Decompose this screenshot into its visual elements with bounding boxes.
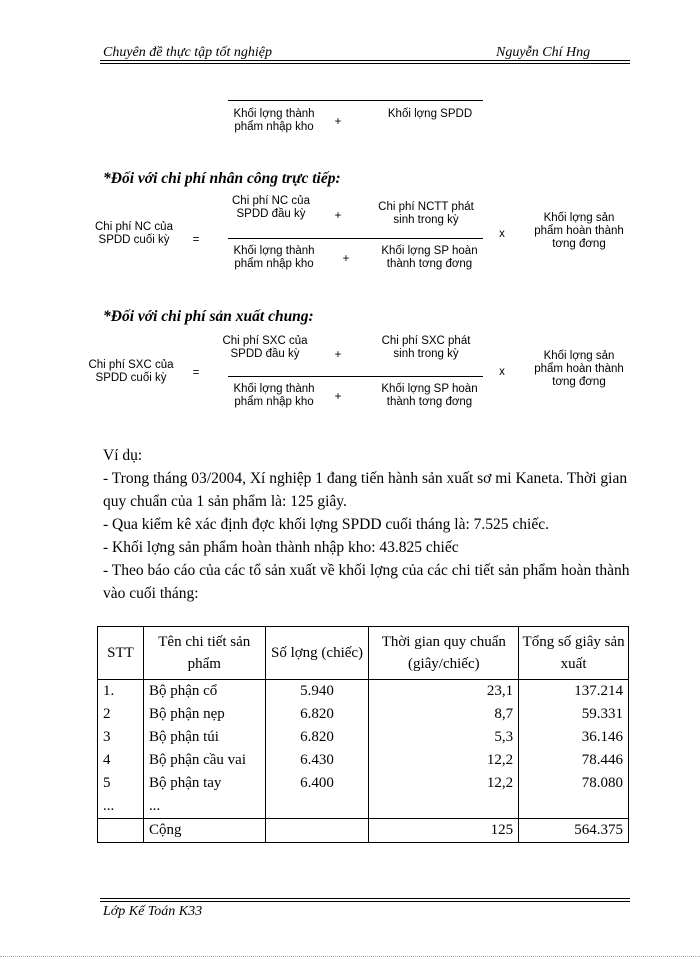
cell-tongso: 59.331 bbox=[519, 703, 629, 726]
cell-tongso: 78.080 bbox=[519, 772, 629, 795]
footer-text: Lớp Kế Toán K33 bbox=[103, 904, 203, 919]
fraction-bar bbox=[228, 100, 483, 101]
header-rule bbox=[100, 60, 630, 61]
table-row bbox=[98, 726, 629, 749]
cell-thoigian: 23,1 bbox=[369, 680, 519, 704]
sxc-lhs: Chi phí SXC của SPDD cuối kỳ bbox=[88, 359, 174, 384]
cell-soluong: 6.430 bbox=[265, 749, 369, 772]
sxc-mult: Khối lợng sản phẩm hoàn thành tơng đơng bbox=[534, 350, 624, 388]
sxc-fraction-bar bbox=[228, 376, 483, 377]
sxc-num-left: Chi phí SXC của SPDD đầu kỳ bbox=[222, 335, 308, 360]
sxc-num-right: Chi phí SXC phát sinh trong kỳ bbox=[381, 335, 471, 360]
col-tongso: Tổng số giây sản xuất bbox=[519, 627, 629, 680]
sxc-times: x bbox=[499, 366, 505, 378]
table-row bbox=[98, 680, 629, 704]
sxc-eq: = bbox=[192, 367, 200, 379]
cell-stt: 4 bbox=[98, 749, 144, 772]
example-p2: - Qua kiểm kê xác định đợc khối lợng SPDD cuối tháng là: 7.525 chiếc. bbox=[103, 516, 549, 533]
col-stt: STT bbox=[98, 627, 144, 680]
total-label: Cộng bbox=[143, 819, 265, 843]
example-title: Ví dụ: bbox=[103, 447, 143, 464]
formula0-denom-right: Khối lợng SPDD bbox=[387, 108, 473, 120]
example-p3: - Khối lợng sản phẩm hoàn thành nhập kho: 43.825 chiếc bbox=[103, 539, 459, 556]
header-left: Chuyên đề thực tập tốt nghiệp bbox=[103, 45, 272, 60]
table-total-row bbox=[98, 819, 629, 843]
cell-ten: Bộ phận cầu vai bbox=[143, 749, 265, 772]
nc-den-left: Khối lợng thành phẩm nhập kho bbox=[233, 245, 315, 270]
cell-soluong: 5.940 bbox=[265, 680, 369, 704]
nc-eq: = bbox=[192, 234, 200, 246]
cell-tongso: 78.446 bbox=[519, 749, 629, 772]
cell-ten: Bộ phận tay bbox=[143, 772, 265, 795]
sxc-den-left: Khối lợng thành phẩm nhập kho bbox=[233, 383, 315, 408]
table-row bbox=[98, 795, 629, 819]
cell-soluong: 6.820 bbox=[265, 703, 369, 726]
example-p4: - Theo báo cáo của các tổ sản xuất về khối lợng của các chi tiết sản phẩm hoàn thành vào cuối tháng: bbox=[103, 562, 630, 602]
cell-ten: ... bbox=[143, 795, 265, 819]
total-thoigian: 125 bbox=[369, 819, 519, 843]
cell-ten: Bộ phận túi bbox=[143, 726, 265, 749]
nc-fraction-bar bbox=[228, 238, 483, 239]
cell-soluong bbox=[265, 795, 369, 819]
nc-den-right: Khối lợng SP hoàn thành tơng đơng bbox=[381, 245, 478, 270]
cell-stt: 3 bbox=[98, 726, 144, 749]
nc-den-plus: + bbox=[342, 253, 350, 265]
nc-lhs: Chi phí NC của SPDD cuối kỳ bbox=[95, 221, 173, 246]
cell-soluong: 6.400 bbox=[265, 772, 369, 795]
cell-thoigian: 12,2 bbox=[369, 749, 519, 772]
total-soluong bbox=[265, 819, 369, 843]
production-table bbox=[97, 626, 629, 843]
col-soluong: Số lợng (chiếc) bbox=[265, 627, 369, 680]
cell-thoigian bbox=[369, 795, 519, 819]
cell-ten: Bộ phận nẹp bbox=[143, 703, 265, 726]
example-p1: - Trong tháng 03/2004, Xí nghiệp 1 đang tiến hành sản xuất sơ mi Kaneta. Thời gian quy chuẩn của 1 sản phẩm là: 125 giây. bbox=[103, 470, 628, 510]
table-row bbox=[98, 703, 629, 726]
nc-mult: Khối lợng sản phẩm hoàn thành tơng đơng bbox=[534, 212, 624, 250]
formula0-denom-left: Khối lợng thành phẩm nhập kho bbox=[233, 108, 315, 133]
cell-ten: Bộ phận cổ bbox=[143, 680, 265, 704]
header-right: Nguyễn Chí Hng bbox=[496, 45, 591, 60]
sxc-den-plus: + bbox=[334, 391, 342, 403]
total-tongso: 564.375 bbox=[519, 819, 629, 843]
cell-soluong: 6.820 bbox=[265, 726, 369, 749]
page-edge bbox=[0, 956, 700, 957]
table-row bbox=[98, 772, 629, 795]
cell-tongso: 36.146 bbox=[519, 726, 629, 749]
cell-stt: 5 bbox=[98, 772, 144, 795]
cell-tongso bbox=[519, 795, 629, 819]
cell-stt: ... bbox=[98, 795, 144, 819]
cell-tongso: 137.214 bbox=[519, 680, 629, 704]
cell-thoigian: 5,3 bbox=[369, 726, 519, 749]
nc-num-right: Chi phí NCTT phát sinh trong kỳ bbox=[378, 201, 474, 226]
section-nc-heading: *Đối với chi phí nhân công trực tiếp: bbox=[103, 170, 341, 187]
col-thoigian: Thời gian quy chuẩn (giây/chiếc) bbox=[369, 627, 519, 680]
cell-thoigian: 12,2 bbox=[369, 772, 519, 795]
table-header-row bbox=[98, 627, 629, 680]
cell-stt: 2 bbox=[98, 703, 144, 726]
footer-rule bbox=[100, 898, 630, 899]
cell-stt: 1. bbox=[98, 680, 144, 704]
nc-num-plus: + bbox=[334, 210, 342, 222]
section-sxc-heading: *Đối với chi phí sản xuất chung: bbox=[103, 308, 314, 325]
sxc-num-plus: + bbox=[334, 349, 342, 361]
header-rule-2 bbox=[100, 63, 630, 64]
nc-num-left: Chi phí NC của SPDD đầu kỳ bbox=[232, 195, 310, 220]
total-stt bbox=[98, 819, 144, 843]
formula0-plus: + bbox=[334, 116, 342, 128]
cell-thoigian: 8,7 bbox=[369, 703, 519, 726]
sxc-den-right: Khối lợng SP hoàn thành tơng đơng bbox=[381, 383, 478, 408]
footer-rule-2 bbox=[100, 901, 630, 902]
table-row bbox=[98, 749, 629, 772]
col-ten: Tên chi tiết sản phẩm bbox=[143, 627, 265, 680]
nc-times: x bbox=[499, 228, 505, 240]
